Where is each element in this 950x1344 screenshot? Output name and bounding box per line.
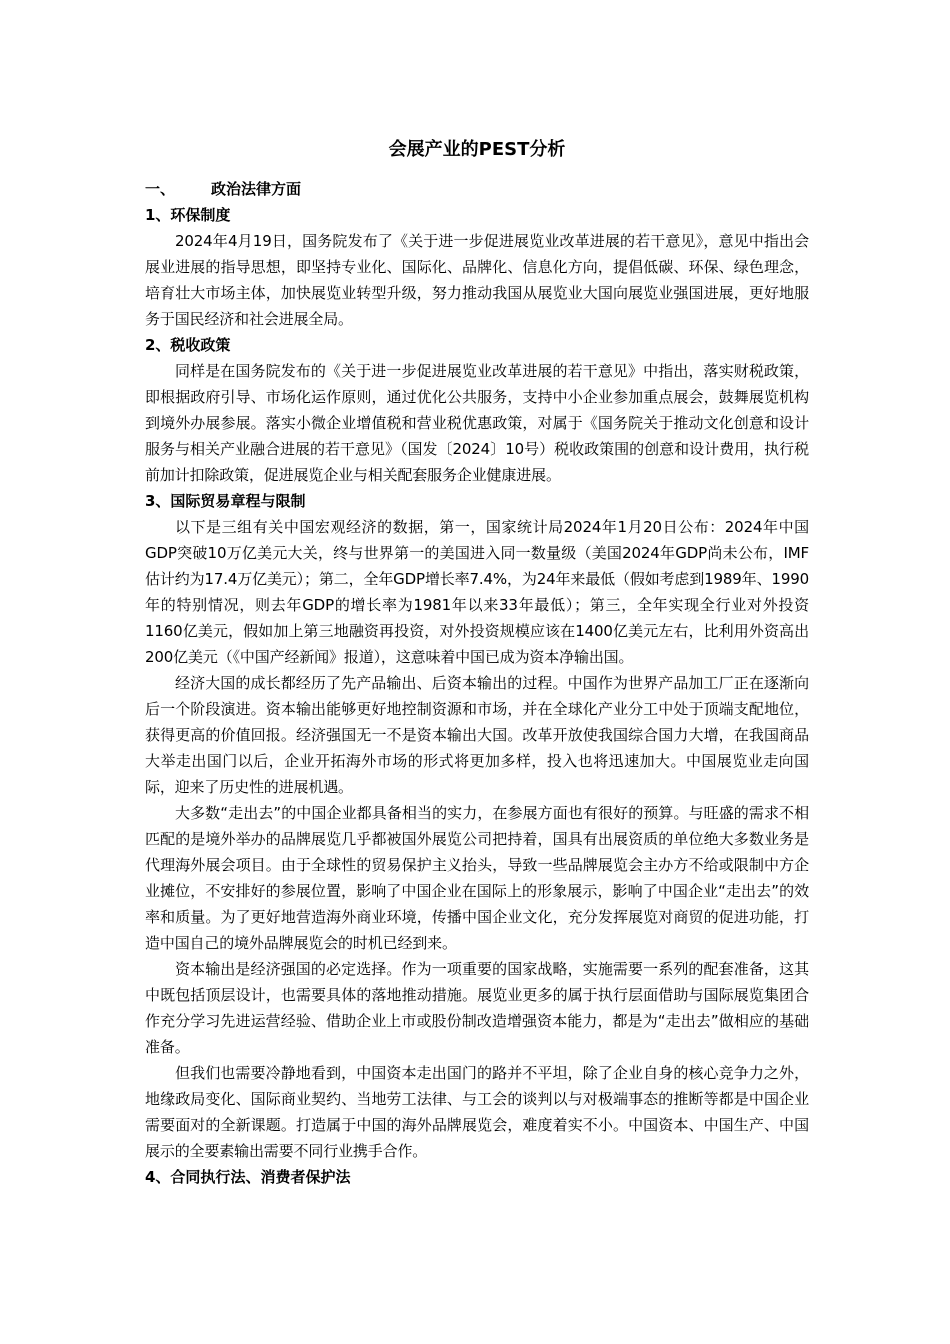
- paragraph: 但我们也需要冷静地看到，中国资本走出国门的路并不平坦，除了企业自身的核心竞争力之外，地缘政局变化、国际商业契约、当地劳工法律、与工会的谈判以与对极端事态的推断等都是中国企业需要面对的全新课题。打造属于中国的海外品牌展览会，难度着实不小。中国资本、中国生产、中国展示的全要素输出需要不同行业携手合作。: [145, 1064, 809, 1160]
- paragraph: 同样是在国务院发布的《关于进一步促进展览业改革进展的若干意见》中指出，落实财税政策，即根据政府引导、市场化运作原则，通过优化公共服务，支持中小企业参加重点展会，鼓舞展览机构到境外办展参展。落实小微企业增值税和营业税优惠政策，对属于《国务院关于推动文化创意和设计服务与相关产业融合进展的若干意见》（国发〔2024〕10号）税收政策围的创意和设计费用，执行税前加计扣除政策，促进展览企业与相关配套服务企业健康进展。: [145, 362, 809, 484]
- document-title: 会展产业的PEST分析: [388, 139, 566, 160]
- subheading-trade-rules: 3、国际贸易章程与限制: [145, 492, 306, 510]
- section-number: 一、: [145, 180, 176, 198]
- paragraph: 大多数“走出去”的中国企业都具备相当的实力，在参展方面也有很好的预算。与旺盛的需求不相匹配的是境外举办的品牌展览几乎都被国外展览公司把持着，国具有出展资质的单位绝大多数业务是代理海外展会项目。由于全球性的贸易保护主义抬头，导致一些品牌展览会主办方不给或限制中方企业摊位，不安排好的参展位置，影响了中国企业在国际上的形象展示，影响了中国企业“走出去”的效率和质量。为了更好地营造海外商业环境，传播中国企业文化，充分发挥展览对商贸的促进功能，打造中国自己的境外品牌展览会的时机已经到来。: [145, 804, 809, 952]
- subheading-contract-consumer-law: 4、合同执行法、消费者保护法: [145, 1168, 351, 1186]
- section-heading-politics-law: [145, 176, 809, 202]
- section-title: 政治法律方面: [211, 180, 302, 198]
- paragraph: 资本输出是经济强国的必定选择。作为一项重要的国家战略，实施需要一系列的配套准备，这其中既包括顶层设计，也需要具体的落地推动措施。展览业更多的属于执行层面借助与国际展览集团合作充分学习先进运营经验、借助企业上市或股份制改造增强资本能力，都是为“走出去”做相应的基础准备。: [145, 960, 809, 1056]
- subheading-tax-policy: 2、税收政策: [145, 336, 231, 354]
- paragraph: 经济大国的成长都经历了先产品输出、后资本输出的过程。中国作为世界产品加工厂正在逐渐向后一个阶段演进。资本输出能够更好地控制资源和市场，并在全球化产业分工中处于顶端支配地位，获得更高的价值回报。经济强国无一不是资本输出大国。改革开放使我国综合国力大增，在我国商品大举走出国门以后，企业开拓海外市场的形式将更加多样，投入也将迅速加大。中国展览业走向国际，迎来了历史性的进展机遇。: [145, 674, 809, 796]
- document-body: [145, 136, 809, 1190]
- paragraph: 2024年4月19日，国务院发布了《关于进一步促进展览业改革进展的若干意见》，意见中指出会展业进展的指导思想，即坚持专业化、国际化、品牌化、信息化方向，提倡低碳、环保、绿色理念，培育壮大市场主体，加快展览业转型升级，努力推动我国从展览业大国向展览业强国进展，更好地服务于国民经济和社会进展全局。: [145, 232, 809, 328]
- paragraph: 以下是三组有关中国宏观经济的数据，第一，国家统计局2024年1月20日公布：2024年中国GDP突破10万亿美元大关，终与世界第一的美国进入同一数量级（美国2024年GDP尚未公布，IMF估计约为17.4万亿美元）；第二，全年GDP增长率7.4%，为24年来最低（假如考虑到1989年、1990年的特别情况，则去年GDP的增长率为1981年以来33年最低）；第三，全年实现全行业对外投资1160亿美元，假如加上第三地融资再投资，对外投资规模应该在1400亿美元左右，比利用外资高出200亿美元（《中国产经新闻》报道），这意味着中国已成为资本净输出国。: [145, 518, 809, 666]
- subheading-environmental-policy: 1、环保制度: [145, 206, 231, 224]
